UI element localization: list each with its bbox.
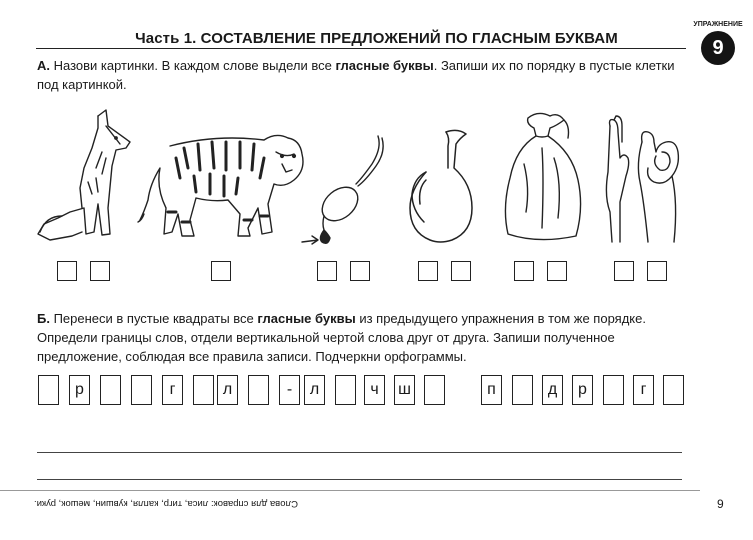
task-b-label: Б. xyxy=(37,311,50,326)
exercise-number-badge: 9 xyxy=(701,31,735,65)
letter-cell[interactable] xyxy=(512,375,533,405)
footer-rule xyxy=(0,490,700,491)
answer-box[interactable] xyxy=(451,261,471,281)
letter-cell[interactable]: п xyxy=(481,375,502,405)
letter-cell[interactable] xyxy=(663,375,684,405)
letter-cell[interactable]: р xyxy=(69,375,90,405)
answer-box[interactable] xyxy=(350,261,370,281)
task-b-text-1: Перенеси в пустые квадраты все xyxy=(49,311,258,326)
letter-cell[interactable]: л xyxy=(304,375,325,405)
letter-cell[interactable]: - xyxy=(279,375,300,405)
page-number: 9 xyxy=(717,497,724,511)
letter-cell[interactable]: л xyxy=(217,375,238,405)
answer-box[interactable] xyxy=(614,261,634,281)
task-a-text-2: . Запиши их по порядку в пустые клетки под картинкой. xyxy=(37,58,675,92)
letter-cell[interactable] xyxy=(335,375,356,405)
writing-line[interactable] xyxy=(37,452,682,453)
letter-cell[interactable] xyxy=(100,375,121,405)
page-title: Часть 1. СОСТАВЛЕНИЕ ПРЕДЛОЖЕНИЙ ПО ГЛАСНЫМ БУКВАМ xyxy=(135,30,618,47)
answer-box[interactable] xyxy=(90,261,110,281)
letter-cell[interactable] xyxy=(131,375,152,405)
answer-box[interactable] xyxy=(647,261,667,281)
letter-cell[interactable]: ч xyxy=(364,375,385,405)
letter-cell[interactable] xyxy=(193,375,214,405)
letter-cell[interactable]: г xyxy=(633,375,654,405)
letter-cell[interactable]: р xyxy=(572,375,593,405)
answer-box[interactable] xyxy=(418,261,438,281)
task-a-label: А. xyxy=(37,58,50,73)
letter-cell[interactable]: ш xyxy=(394,375,415,405)
letter-cell[interactable]: г xyxy=(162,375,183,405)
answer-box[interactable] xyxy=(514,261,534,281)
task-b-text-2: из предыдущего упражнения в том же порядке. Определи границы слов, отдели вертикальной чертой слова друг от друга. Запиши полученное предложение, соблюдая все правила записи. Подчеркни орфограммы. xyxy=(37,311,646,364)
task-b-text xyxy=(37,309,687,366)
hands-icon xyxy=(600,112,684,246)
writing-line[interactable] xyxy=(37,479,682,480)
exercise-label: УПРАЖНЕНИЕ xyxy=(693,21,743,28)
reference-words: Слова для справок: лиса, тигр, капля, кувшин, мешок, руки. xyxy=(34,498,298,509)
task-a-text-1: Назови картинки. В каждом слове выдели все xyxy=(50,58,336,73)
letter-cell[interactable] xyxy=(248,375,269,405)
title-rule xyxy=(36,48,686,49)
answer-box[interactable] xyxy=(547,261,567,281)
drop-icon xyxy=(300,134,392,246)
task-a-bold: гласные буквы xyxy=(335,58,434,73)
sack-icon xyxy=(498,108,584,246)
tiger-icon xyxy=(136,128,308,242)
letter-cell[interactable] xyxy=(38,375,59,405)
fox-icon xyxy=(36,108,136,248)
task-b-bold: гласные буквы xyxy=(257,311,356,326)
letter-cell[interactable] xyxy=(424,375,445,405)
task-a-text xyxy=(37,56,687,94)
letter-cell[interactable] xyxy=(603,375,624,405)
answer-box[interactable] xyxy=(317,261,337,281)
answer-box[interactable] xyxy=(57,261,77,281)
answer-box[interactable] xyxy=(211,261,231,281)
letter-cell[interactable]: д xyxy=(542,375,563,405)
jug-icon xyxy=(406,128,476,246)
